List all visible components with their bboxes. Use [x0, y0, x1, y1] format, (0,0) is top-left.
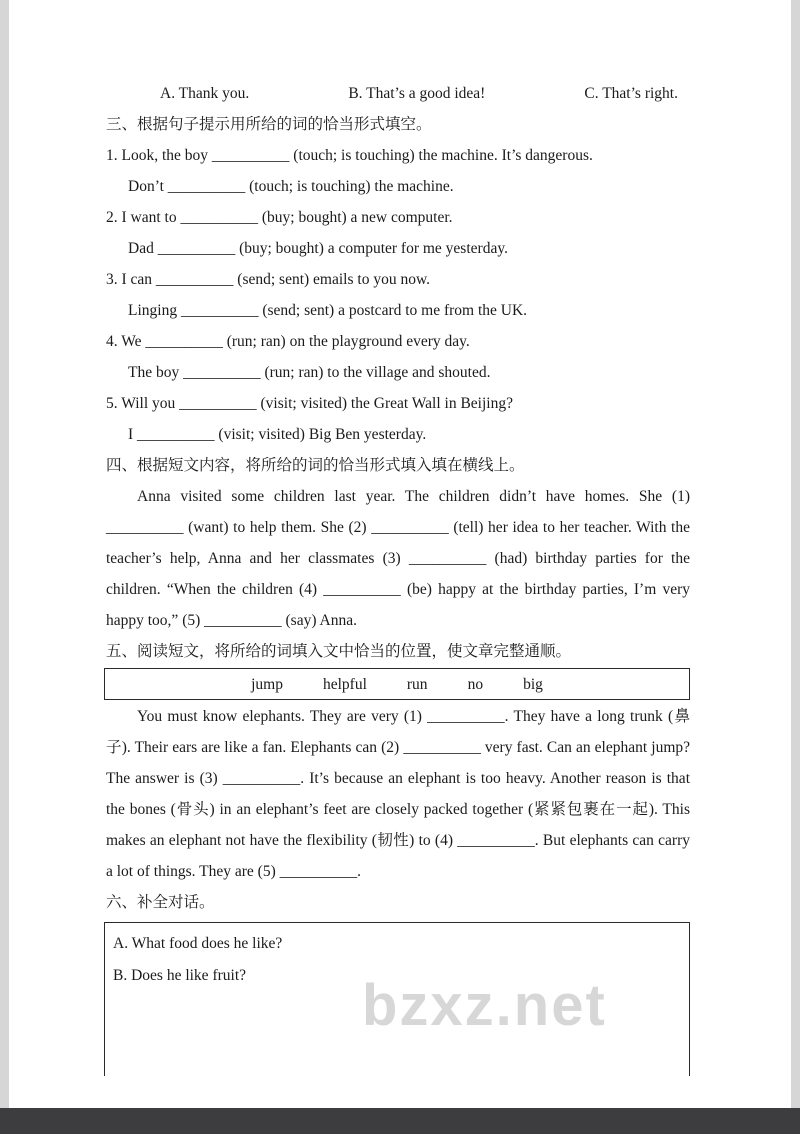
worksheet-content	[106, 78, 690, 1076]
page-left-edge	[0, 0, 9, 1134]
fill-item-2	[106, 202, 690, 264]
word-bank-word-run: run	[406, 675, 428, 693]
watermark: bzxz.net	[362, 973, 607, 1038]
dialog-line-b: B. Does he like fruit?	[113, 967, 247, 984]
option-a: A. Thank you.	[160, 85, 250, 102]
fill-item-2-line2: Dad __________ (buy; bought) a computer for me yesterday.	[128, 240, 508, 257]
fill-item-1	[106, 140, 690, 202]
fill-item-2-line1: 2. I want to __________ (buy; bought) a new computer.	[106, 209, 453, 226]
section-five-paragraph: You must know elephants. They are very (1) __________. They have a long trunk (鼻子). Their ears are like a fan. Elephants can (2) __________ very fast. Can an elephant jump? The answer is (3) __________. It’s because an elephant is too heavy. Another reason is that the bones (骨头) in an elephant’s feet are closely packed together (紧紧包裹在一起). This makes an elephant not have the flexibility (韧性) to (4) __________. But elephants can carry a lot of things. They are (5) __________.	[106, 708, 690, 880]
section-three-title: 三、根据句子提示用所给的词的恰当形式填空。	[106, 116, 432, 133]
answer-options-row	[106, 78, 690, 109]
bottom-bar	[0, 1108, 800, 1134]
page-right-edge	[791, 0, 800, 1134]
word-bank-box	[104, 668, 690, 700]
option-b: B. That’s a good idea!	[348, 85, 486, 102]
fill-item-4	[106, 326, 690, 388]
fill-item-5-line1: 5. Will you __________ (visit; visited) the Great Wall in Beijing?	[106, 395, 513, 412]
fill-item-3-line2: Linging __________ (send; sent) a postcard to me from the UK.	[128, 302, 528, 319]
fill-item-3	[106, 264, 690, 326]
fill-item-5	[106, 388, 690, 450]
fill-item-4-line2: The boy __________ (run; ran) to the village and shouted.	[128, 364, 491, 381]
option-c: C. That’s right.	[584, 85, 678, 102]
section-four-title: 四、根据短文内容，将所给的词的恰当形式填入填在横线上。	[106, 457, 525, 474]
dialog-line-a: A. What food does he like?	[113, 935, 283, 952]
word-bank-word-big: big	[523, 675, 543, 693]
section-four-paragraph: Anna visited some children last year. The children didn’t have homes. She (1) __________ (want) to help them. She (2) __________ (tell) her idea to her teacher. With the teacher’s help, Anna and her classmates (3) __________ (had) birthday parties for the children. “When the children (4) __________ (be) happy at the birthday parties, I’m very happy too,” (5) __________ (say) Anna.	[106, 488, 690, 629]
fill-item-4-line1: 4. We __________ (run; ran) on the playground every day.	[106, 333, 470, 350]
fill-item-5-line2: I __________ (visit; visited) Big Ben yesterday.	[128, 426, 427, 443]
word-bank-word-jump: jump	[251, 675, 283, 693]
word-bank-word-no: no	[467, 675, 484, 693]
fill-item-1-line1: 1. Look, the boy __________ (touch; is touching) the machine. It’s dangerous.	[106, 147, 593, 164]
section-six-title: 六、补全对话。	[106, 894, 215, 911]
fill-item-1-line2: Don’t __________ (touch; is touching) the machine.	[128, 178, 454, 195]
word-bank-word-helpful: helpful	[322, 675, 367, 693]
dialog-box	[104, 922, 690, 1076]
section-five-title: 五、阅读短文，将所给的词填入文中恰当的位置，使文章完整通顺。	[106, 643, 572, 660]
fill-item-3-line1: 3. I can __________ (send; sent) emails to you now.	[106, 271, 431, 288]
